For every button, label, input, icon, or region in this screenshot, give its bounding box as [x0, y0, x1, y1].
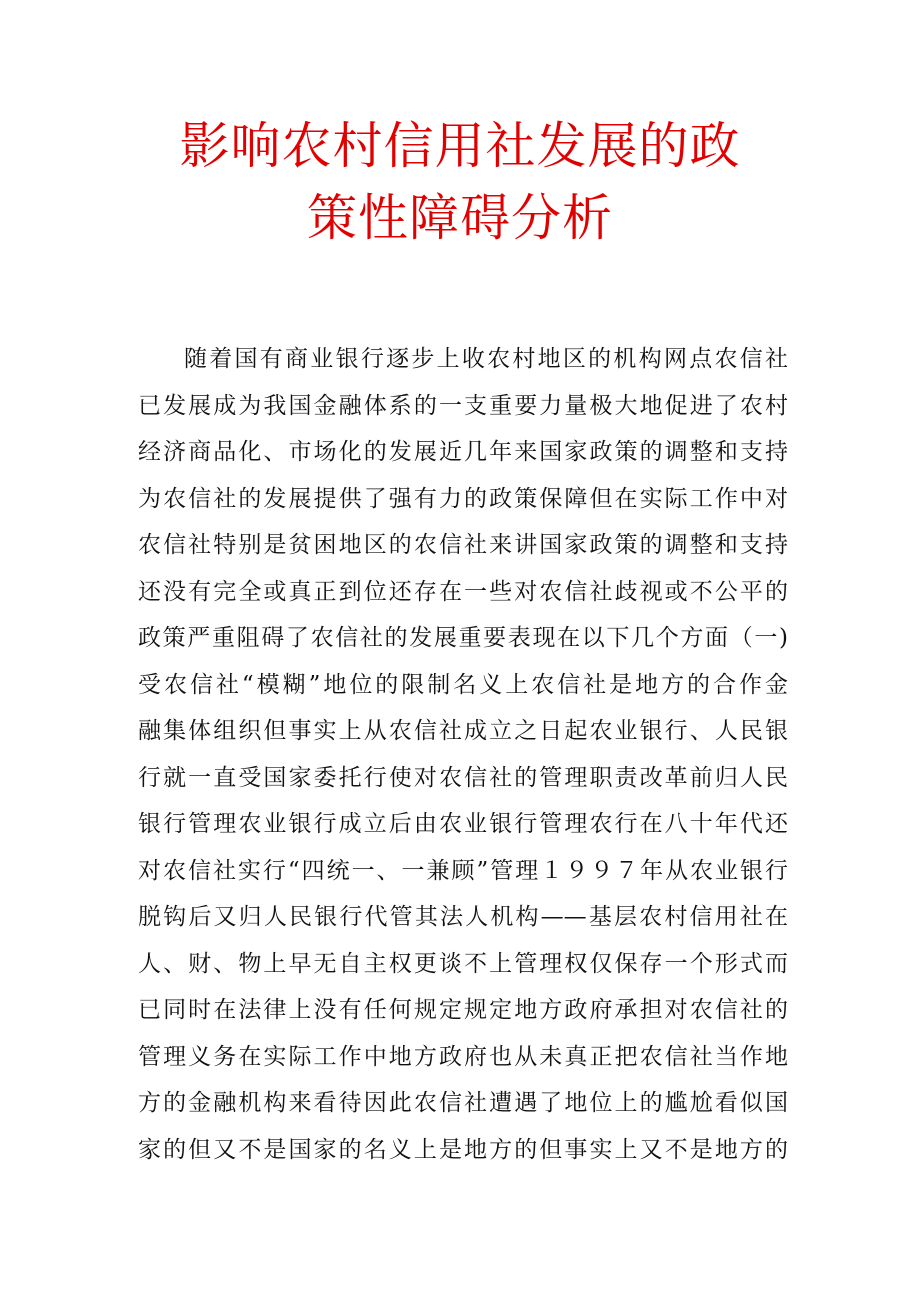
body-line: 行就一直受国家委托行使对农信社的管理职责改革前归人民 [138, 764, 788, 791]
body-line: 脱钩后又归人民银行代管其法人机构——基层农村信用社在 [138, 904, 788, 930]
body-line: 融集体组织但事实上从农信社成立之日起农业银行、人民银 [138, 718, 788, 744]
body-line: 农信社特别是贫困地区的农信社来讲国家政策的调整和支持 [138, 532, 788, 558]
body-line: 已发展成为我国金融体系的一支重要力量极大地促进了农村 [138, 392, 788, 419]
title-line: 策性障碍分析 [307, 189, 613, 247]
body-line: 随着国有商业银行逐步上收农村地区的机构网点农信社 [184, 346, 788, 372]
body-line: 管理义务在实际工作中地方政府也从未真正把农信社当作地 [138, 1043, 788, 1070]
body-line: 方的金融机构来看待因此农信社遭遇了地位上的尴尬看似国 [138, 1090, 788, 1116]
title-line: 影响农村信用社发展的政 [179, 117, 741, 175]
body-line: 受农信社“模糊”地位的限制名义上农信社是地方的合作金 [138, 671, 788, 698]
document-body [138, 336, 788, 1173]
body-line: 已同时在法律上没有任何规定规定地方政府承担对农信社的 [138, 997, 788, 1023]
body-line: 银行管理农业银行成立后由农业银行管理农行在八十年代还 [138, 811, 788, 837]
body-line: 还没有完全或真正到位还存在一些对农信社歧视或不公平的 [138, 578, 788, 605]
body-line: 经济商品化、市场化的发展近几年来国家政策的调整和支持 [138, 439, 788, 465]
body-line: 人、财、物上早无自主权更谈不上管理权仅保存一个形式而 [138, 950, 788, 977]
body-line: 为农信社的发展提供了强有力的政策保障但在实际工作中对 [138, 485, 788, 512]
body-line: 政策严重阻碍了农信社的发展重要表现在以下几个方面（一) [138, 625, 788, 651]
body-line: 对农信社实行“四统一、一兼顾”管理１９９７年从农业银行 [138, 857, 788, 884]
document-title [130, 110, 790, 254]
body-line: 家的但又不是国家的名义上是地方的但事实上又不是地方的 [138, 1136, 788, 1163]
